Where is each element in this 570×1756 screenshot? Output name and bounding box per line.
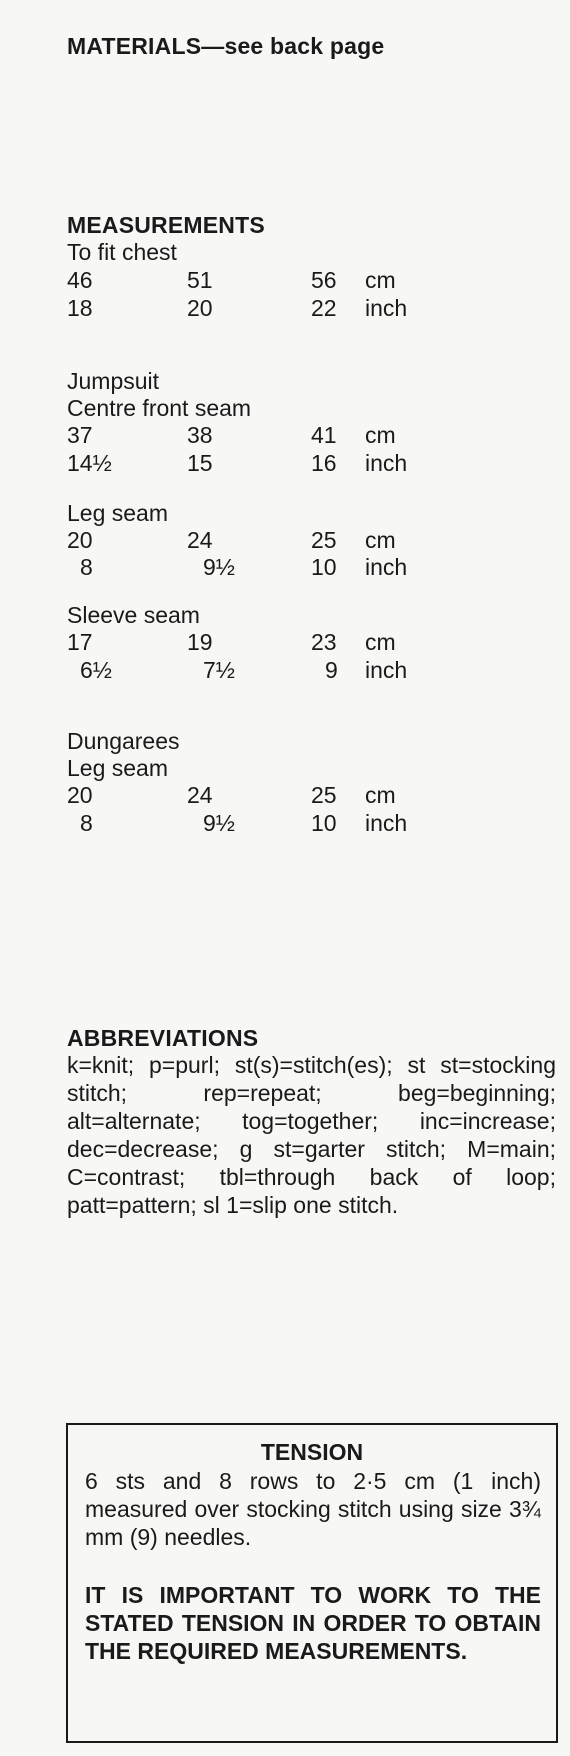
chest-cm-size-2: 51: [187, 267, 213, 293]
tension-text: 6 sts and 8 rows to 2·5 cm (1 inch) measured over stocking stitch using size 3¾ mm (9) needles.: [85, 1468, 541, 1550]
unit-label: cm: [365, 782, 396, 808]
centre-front-seam-label: Centre front seam: [67, 395, 252, 421]
table-row: [67, 266, 547, 294]
sleeve-cm-size-3: 23: [311, 629, 337, 655]
dungarees-leg-cm-size-2: 24: [187, 782, 213, 808]
leg-cm-size-3: 25: [311, 527, 337, 553]
centre-front-inch-size-1: 14½: [67, 450, 112, 476]
sleeve-inch-size-2: 7½: [203, 657, 235, 683]
chest-label: To fit chest: [67, 239, 177, 265]
dungarees-label: Dungarees: [67, 728, 180, 754]
leg-seam-label: Leg seam: [67, 500, 169, 526]
chest-cm-size-3: 56: [311, 267, 337, 293]
dungarees-leg-inch-size-1: 8: [80, 810, 93, 836]
tension-warning: IT IS IMPORTANT TO WORK TO THE STATED TENSION IN ORDER TO OBTAIN THE REQUIRED MEASUREMENTS.: [85, 1582, 541, 1664]
unit-label: inch: [365, 295, 408, 321]
sleeve-inch-size-1: 6½: [80, 657, 112, 683]
table-row: [67, 449, 547, 477]
centre-front-inch-size-2: 15: [187, 450, 213, 476]
dungarees-leg-seam-label: Leg seam: [67, 755, 169, 781]
table-row: [67, 809, 547, 837]
table-row: [67, 526, 547, 554]
abbreviations-heading: ABBREVIATIONS: [67, 1025, 259, 1051]
table-row: [67, 656, 547, 684]
unit-label: inch: [365, 554, 408, 580]
leg-cm-size-1: 20: [67, 527, 93, 553]
measurements-heading: MEASUREMENTS: [67, 212, 265, 238]
centre-front-inch-size-3: 16: [311, 450, 337, 476]
unit-label: inch: [365, 657, 408, 683]
chest-inch-size-1: 18: [67, 295, 93, 321]
sleeve-inch-size-3: 9: [325, 657, 338, 683]
leg-inch-size-1: 8: [80, 554, 93, 580]
centre-front-cm-size-1: 37: [67, 422, 93, 448]
unit-label: cm: [365, 629, 396, 655]
sleeve-cm-size-1: 17: [67, 629, 93, 655]
chest-inch-size-2: 20: [187, 295, 213, 321]
dungarees-leg-cm-size-3: 25: [311, 782, 337, 808]
sleeve-cm-size-2: 19: [187, 629, 213, 655]
table-row: [67, 294, 547, 322]
abbreviations-text: k=knit; p=purl; st(s)=stitch(es); st st=stocking stitch; rep=repeat; beg=beginning; alt=alternate; tog=together; inc=increase; dec=decrease; g st=garter stitch; M=main; C=contrast; tbl=through back of loop; patt=pattern; sl 1=slip one stitch.: [67, 1052, 556, 1218]
table-row: [67, 421, 547, 449]
tension-box: [66, 1423, 558, 1743]
centre-front-cm-size-3: 41: [311, 422, 337, 448]
dungarees-leg-inch-size-3: 10: [311, 810, 337, 836]
materials-heading: MATERIALS—see back page: [67, 33, 385, 59]
leg-inch-size-2: 9½: [203, 554, 235, 580]
dungarees-leg-cm-size-1: 20: [67, 782, 93, 808]
dungarees-leg-inch-size-2: 9½: [203, 810, 235, 836]
unit-label: cm: [365, 267, 396, 293]
chest-inch-size-3: 22: [311, 295, 337, 321]
tension-heading: TENSION: [260, 1439, 364, 1465]
sleeve-seam-label: Sleeve seam: [67, 602, 200, 628]
table-row: [67, 553, 547, 581]
leg-cm-size-2: 24: [187, 527, 213, 553]
leg-inch-size-3: 10: [311, 554, 337, 580]
unit-label: cm: [365, 422, 396, 448]
jumpsuit-label: Jumpsuit: [67, 368, 160, 394]
unit-label: inch: [365, 450, 408, 476]
unit-label: inch: [365, 810, 408, 836]
table-row: [67, 781, 547, 809]
centre-front-cm-size-2: 38: [187, 422, 213, 448]
chest-cm-size-1: 46: [67, 267, 93, 293]
table-row: [67, 628, 547, 656]
unit-label: cm: [365, 527, 396, 553]
